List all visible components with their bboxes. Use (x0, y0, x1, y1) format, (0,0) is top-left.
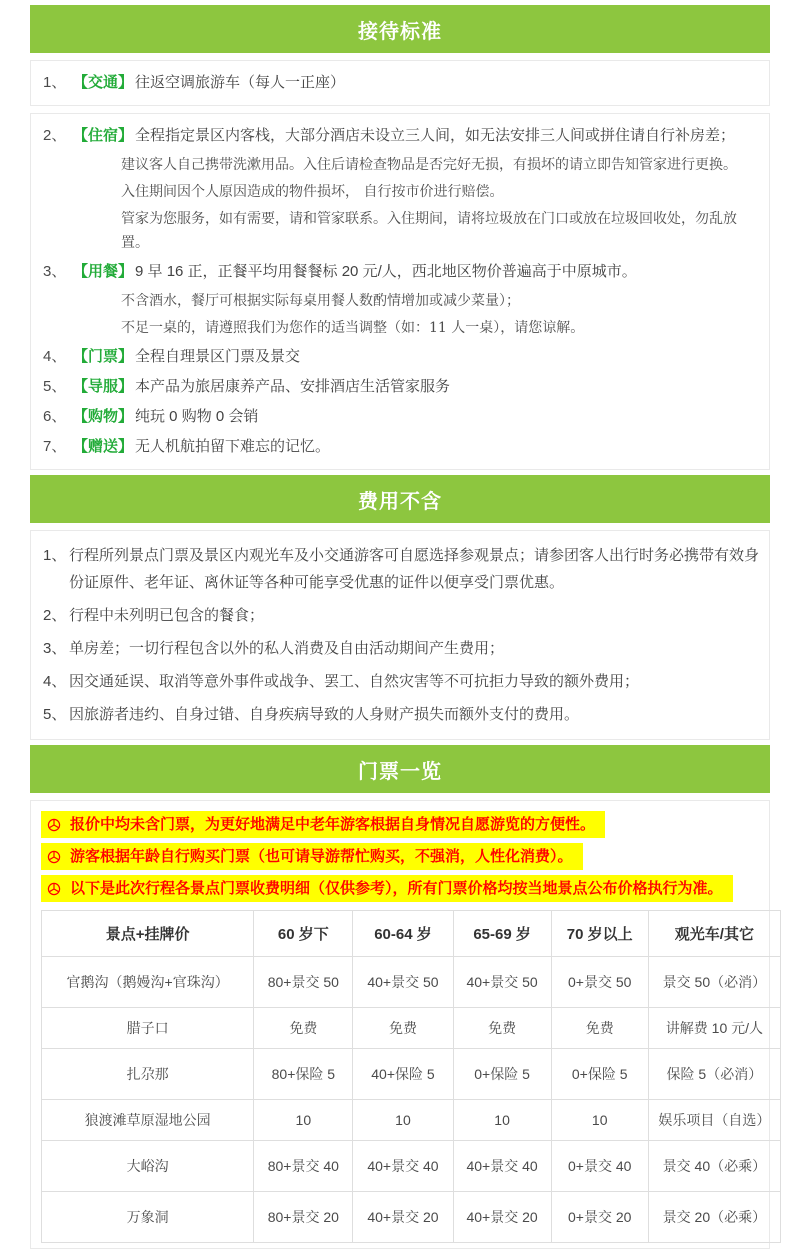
table-cell: 景交 40（必乘） (648, 1141, 780, 1192)
table-cell: 0+景交 20 (551, 1192, 648, 1243)
item-tag: 【交通】 (73, 74, 134, 91)
table-cell: 0+景交 40 (551, 1141, 648, 1192)
table-cell: 免费 (551, 1008, 648, 1049)
list-item (41, 70, 759, 96)
list-item (41, 701, 759, 728)
item-tag: 【导服】 (73, 378, 134, 395)
table-cell: 80+景交 50 (254, 957, 353, 1008)
table-cell: 40+景交 20 (453, 1192, 551, 1243)
table-cell: 讲解费 10 元/人 (648, 1008, 780, 1049)
table-cell: 80+保险 5 (254, 1049, 353, 1100)
item-text: 9 早 16 正，正餐平均用餐餐标 20 元/人，西北地区物价普遍高于中原城市。 (135, 263, 637, 280)
table-cell: 80+景交 40 (254, 1141, 353, 1192)
warning-text: 报价中均未含门票，为更好地满足中老年游客根据自身情况自愿游览的方便性。 (70, 816, 596, 833)
item-number: 2、 (43, 127, 67, 144)
warning-highlight (41, 875, 733, 902)
table-row (42, 1049, 781, 1100)
col-header-under60: 60 岁下 (254, 911, 353, 957)
item-number: 5、 (43, 706, 67, 723)
item-tag: 【购物】 (73, 408, 134, 425)
table-cell: 娱乐项目（自选） (648, 1100, 780, 1141)
item-number: 3、 (43, 640, 67, 657)
item-subnote: 不足一桌的，请遵照我们为您作的适当调整（如：11 人一桌），请您谅解。 (121, 320, 585, 336)
col-header-70plus: 70 岁以上 (551, 911, 648, 957)
item-tag: 【门票】 (73, 348, 134, 365)
item-text: 因旅游者违约、自身过错、自身疾病导致的人身财产损失而额外支付的费用。 (69, 706, 580, 723)
warning-text: 以下是此次行程各景点门票收费明细（仅供参考），所有门票价格均按当地景点公布价格执行为准。 (70, 880, 723, 897)
section-title-tickets: 门票一览 (30, 745, 770, 793)
item-number: 2、 (43, 607, 67, 624)
table-cell: 10 (551, 1100, 648, 1141)
list-item (41, 602, 759, 629)
item-number: 3、 (43, 263, 67, 280)
item-text: 往返空调旅游车（每人一正座） (135, 74, 346, 91)
item-text: 行程中未列明已包含的餐食； (69, 607, 265, 624)
warning-line (41, 875, 759, 902)
table-cell: 10 (453, 1100, 551, 1141)
item-tag: 【用餐】 (73, 263, 134, 280)
table-cell: 40+保险 5 (353, 1049, 453, 1100)
table-row (42, 1008, 781, 1049)
ticket-price-table (41, 910, 781, 1243)
table-header-row (42, 911, 781, 957)
table-cell: 景交 50（必消） (648, 957, 780, 1008)
item-text: 本产品为旅居康养产品、安排酒店生活管家服务 (135, 378, 451, 395)
item-text: 全程指定景区内客栈，大部分酒店未设立三人间，如无法安排三人间或拼住请自行补房差； (135, 127, 736, 144)
table-cell: 景交 20（必乘） (648, 1192, 780, 1243)
table-cell: 10 (353, 1100, 453, 1141)
wheel-icon (47, 818, 61, 832)
item-text: 因交通延误、取消等意外事件或战争、罢工、自然灾害等不可抗拒力导致的额外费用； (69, 673, 640, 690)
list-item (41, 668, 759, 695)
item-subnote: 管家为您服务，如有需要，请和管家联系。入住期间，请将垃圾放在门口或放在垃圾回收处，勿乱放置。 (121, 211, 737, 251)
table-row (42, 1141, 781, 1192)
list-item (41, 344, 759, 370)
item-tag: 【住宿】 (73, 127, 134, 144)
document-body (30, 5, 770, 1249)
row-label: 狼渡滩草原湿地公园 (42, 1100, 254, 1141)
table-cell: 0+保险 5 (551, 1049, 648, 1100)
warning-line (41, 843, 759, 870)
item-text: 无人机航拍留下难忘的记忆。 (135, 438, 331, 455)
list-item (41, 404, 759, 430)
item-text: 单房差；一切行程包含以外的私人消费及自由活动期间产生费用； (69, 640, 505, 657)
col-header-60-64: 60-64 岁 (353, 911, 453, 957)
section-title-excluded: 费用不含 (30, 475, 770, 523)
table-cell: 0+景交 50 (551, 957, 648, 1008)
table-cell: 免费 (254, 1008, 353, 1049)
table-cell: 40+景交 50 (353, 957, 453, 1008)
item-text: 行程所列景点门票及景区内观光车及小交通游客可自愿选择参观景点；请参团客人出行时务必携带有效身份证原件、老年证、离休证等各种可能享受优惠的证件以便享受门票优惠。 (69, 547, 760, 591)
item-text: 纯玩 0 购物 0 会销 (135, 408, 259, 425)
table-row (42, 1100, 781, 1141)
table-cell: 0+保险 5 (453, 1049, 551, 1100)
row-label: 大峪沟 (42, 1141, 254, 1192)
table-cell: 40+景交 40 (353, 1141, 453, 1192)
item-subnote: 建议客人自己携带洗漱用品。入住后请检查物品是否完好无损，有损坏的请立即告知管家进行更换。 (121, 157, 737, 173)
reception-item-1-box (30, 60, 770, 106)
row-label: 扎尕那 (42, 1049, 254, 1100)
wheel-icon (47, 850, 61, 864)
item-number: 7、 (43, 438, 67, 455)
row-label: 万象洞 (42, 1192, 254, 1243)
reception-items-box (30, 113, 770, 470)
item-number: 5、 (43, 378, 67, 395)
warning-highlight (41, 843, 583, 870)
table-cell: 40+景交 20 (353, 1192, 453, 1243)
tickets-box (30, 800, 770, 1249)
table-cell: 40+景交 40 (453, 1141, 551, 1192)
table-cell: 保险 5（必消） (648, 1049, 780, 1100)
item-number: 4、 (43, 673, 67, 690)
row-label: 官鹅沟（鹅嫚沟+官珠沟） (42, 957, 254, 1008)
col-header-bus-other: 观光车/其它 (648, 911, 780, 957)
table-cell: 80+景交 20 (254, 1192, 353, 1243)
row-label: 腊子口 (42, 1008, 254, 1049)
list-item (41, 259, 759, 285)
item-number: 4、 (43, 348, 67, 365)
list-item (41, 434, 759, 460)
excluded-items-box (30, 530, 770, 740)
table-row (42, 957, 781, 1008)
section-title-reception: 接待标准 (30, 5, 770, 53)
list-item (41, 542, 759, 596)
item-number: 1、 (43, 74, 67, 91)
list-item (41, 635, 759, 662)
item-text: 全程自理景区门票及景交 (135, 348, 301, 365)
col-header-spot: 景点+挂牌价 (42, 911, 254, 957)
item-number: 6、 (43, 408, 67, 425)
item-number: 1、 (43, 547, 67, 564)
table-cell: 免费 (453, 1008, 551, 1049)
col-header-65-69: 65-69 岁 (453, 911, 551, 957)
list-item (41, 123, 759, 149)
table-row (42, 1192, 781, 1243)
list-item (41, 374, 759, 400)
item-tag: 【赠送】 (73, 438, 134, 455)
item-subnote: 入住期间因个人原因造成的物件损坏， 自行按市价进行赔偿。 (121, 184, 504, 200)
table-cell: 40+景交 50 (453, 957, 551, 1008)
warning-text: 游客根据年龄自行购买门票（也可请导游帮忙购买，不强消，人性化消费）。 (70, 848, 573, 865)
table-cell: 10 (254, 1100, 353, 1141)
wheel-icon (47, 882, 61, 896)
item-subnote: 不含酒水，餐厅可根据实际每桌用餐人数酌情增加或减少菜量）； (121, 293, 520, 309)
warning-highlight (41, 811, 605, 838)
table-cell: 免费 (353, 1008, 453, 1049)
warning-line (41, 811, 759, 838)
